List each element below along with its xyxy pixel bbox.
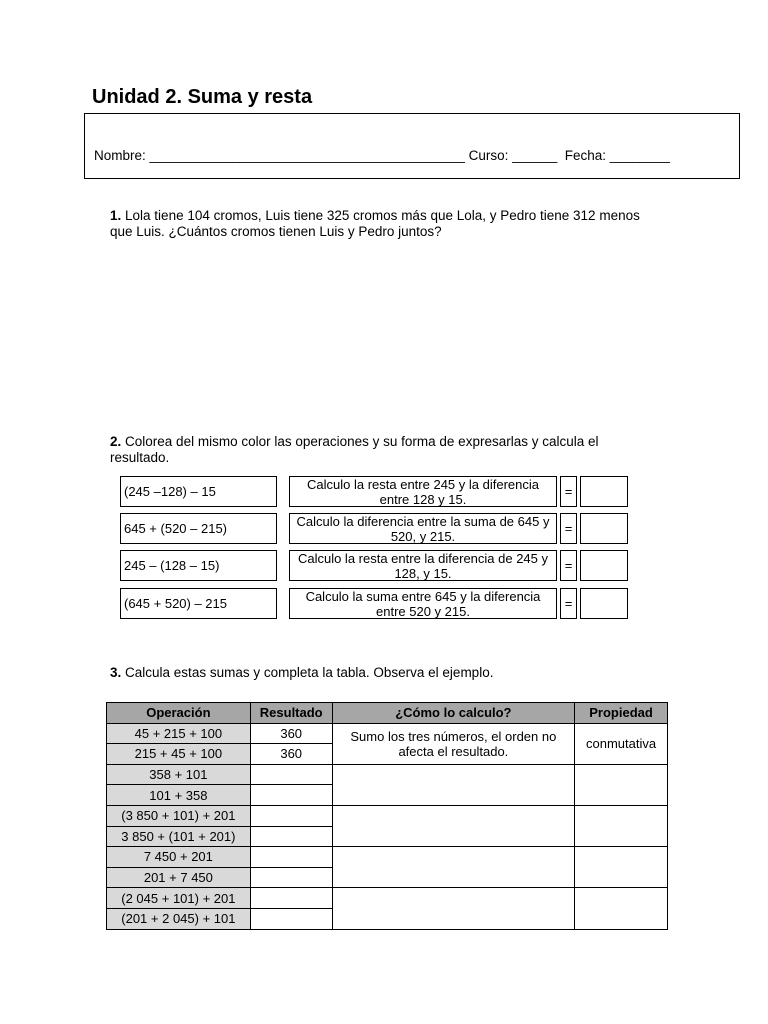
- description-box[interactable]: Calculo la resta entre 245 y la diferencia entre 128 y 15.: [289, 476, 557, 507]
- result-cell[interactable]: [250, 764, 332, 785]
- question-1: [110, 208, 650, 240]
- question-1-answer-area[interactable]: [110, 250, 650, 420]
- operation-box[interactable]: (245 –128) – 15: [120, 476, 277, 507]
- description-box[interactable]: Calculo la resta entre la diferencia de 245 y 128, y 15.: [289, 550, 557, 581]
- curso-label: Curso:: [468, 148, 509, 163]
- header-resultado: Resultado: [250, 703, 332, 724]
- operation-cell: 7 450 + 201: [107, 847, 251, 868]
- table-row: [107, 805, 668, 826]
- operation-cell: (2 045 + 101) + 201: [107, 888, 251, 909]
- question-3-text: Calcula estas sumas y completa la tabla. Observa el ejemplo.: [125, 665, 494, 680]
- property-cell[interactable]: [575, 847, 668, 888]
- how-cell[interactable]: [332, 764, 574, 805]
- operation-cell: 101 + 358: [107, 785, 251, 806]
- property-cell[interactable]: [575, 805, 668, 846]
- operation-cell: (3 850 + 101) + 201: [107, 805, 251, 826]
- table-row: [107, 888, 668, 909]
- result-cell[interactable]: [250, 785, 332, 806]
- nombre-field[interactable]: __________________________________________: [149, 148, 465, 163]
- table-row: [107, 723, 668, 744]
- property-cell[interactable]: conmutativa: [575, 723, 668, 764]
- answer-box[interactable]: [580, 513, 628, 544]
- properties-table: [106, 702, 668, 930]
- how-cell[interactable]: Sumo los tres números, el orden no afecta el resultado.: [332, 723, 574, 764]
- result-cell[interactable]: [250, 847, 332, 868]
- answer-box[interactable]: [580, 550, 628, 581]
- fecha-label: Fecha:: [564, 148, 607, 163]
- how-cell[interactable]: [332, 805, 574, 846]
- result-cell[interactable]: 360: [250, 723, 332, 744]
- table-row: [107, 847, 668, 868]
- description-box[interactable]: Calculo la suma entre 645 y la diferencia entre 520 y 215.: [289, 588, 557, 619]
- operation-cell: 45 + 215 + 100: [107, 723, 251, 744]
- result-cell[interactable]: [250, 888, 332, 909]
- header-operacion: Operación: [107, 703, 251, 724]
- answer-box[interactable]: [580, 476, 628, 507]
- property-cell[interactable]: [575, 764, 668, 805]
- question-2-text: Colorea del mismo color las operaciones y su forma de expresarlas y calcula el resultado.: [110, 434, 599, 465]
- page-title: Unidad 2. Suma y resta: [92, 86, 313, 108]
- equals-sign: =: [560, 588, 577, 619]
- operation-cell: 3 850 + (101 + 201): [107, 826, 251, 847]
- nombre-label: Nombre:: [94, 148, 146, 163]
- question-1-text: Lola tiene 104 cromos, Luis tiene 325 cromos más que Lola, y Pedro tiene 312 menos que Luis. ¿Cuántos cromos tienen Luis y Pedro juntos?: [110, 208, 640, 239]
- header-propiedad: Propiedad: [575, 703, 668, 724]
- equals-sign: =: [560, 550, 577, 581]
- table-row: [107, 764, 668, 785]
- question-3-number: 3.: [110, 665, 122, 680]
- property-cell[interactable]: [575, 888, 668, 929]
- result-cell[interactable]: 360: [250, 744, 332, 765]
- result-cell[interactable]: [250, 805, 332, 826]
- operation-cell: 215 + 45 + 100: [107, 744, 251, 765]
- operation-box[interactable]: 645 + (520 – 215): [120, 513, 277, 544]
- result-cell[interactable]: [250, 908, 332, 929]
- operation-cell: (201 + 2 045) + 101: [107, 908, 251, 929]
- question-2: [110, 434, 650, 466]
- operation-box[interactable]: 245 – (128 – 15): [120, 550, 277, 581]
- question-3: [110, 665, 650, 681]
- curso-field[interactable]: ______: [512, 148, 558, 163]
- question-1-number: 1.: [110, 208, 122, 223]
- result-cell[interactable]: [250, 826, 332, 847]
- student-info-line: [94, 148, 670, 163]
- how-cell[interactable]: [332, 888, 574, 929]
- how-cell[interactable]: [332, 847, 574, 888]
- student-info-box: [84, 113, 740, 179]
- result-cell[interactable]: [250, 867, 332, 888]
- question-2-number: 2.: [110, 434, 122, 449]
- operation-cell: 201 + 7 450: [107, 867, 251, 888]
- equals-sign: =: [560, 513, 577, 544]
- answer-box[interactable]: [580, 588, 628, 619]
- table-header-row: [107, 703, 668, 724]
- equals-sign: =: [560, 476, 577, 507]
- operation-cell: 358 + 101: [107, 764, 251, 785]
- fecha-field[interactable]: ________: [609, 148, 670, 163]
- description-box[interactable]: Calculo la diferencia entre la suma de 645 y 520, y 215.: [289, 513, 557, 544]
- header-como: ¿Cómo lo calculo?: [332, 703, 574, 724]
- operation-box[interactable]: (645 + 520) – 215: [120, 588, 277, 619]
